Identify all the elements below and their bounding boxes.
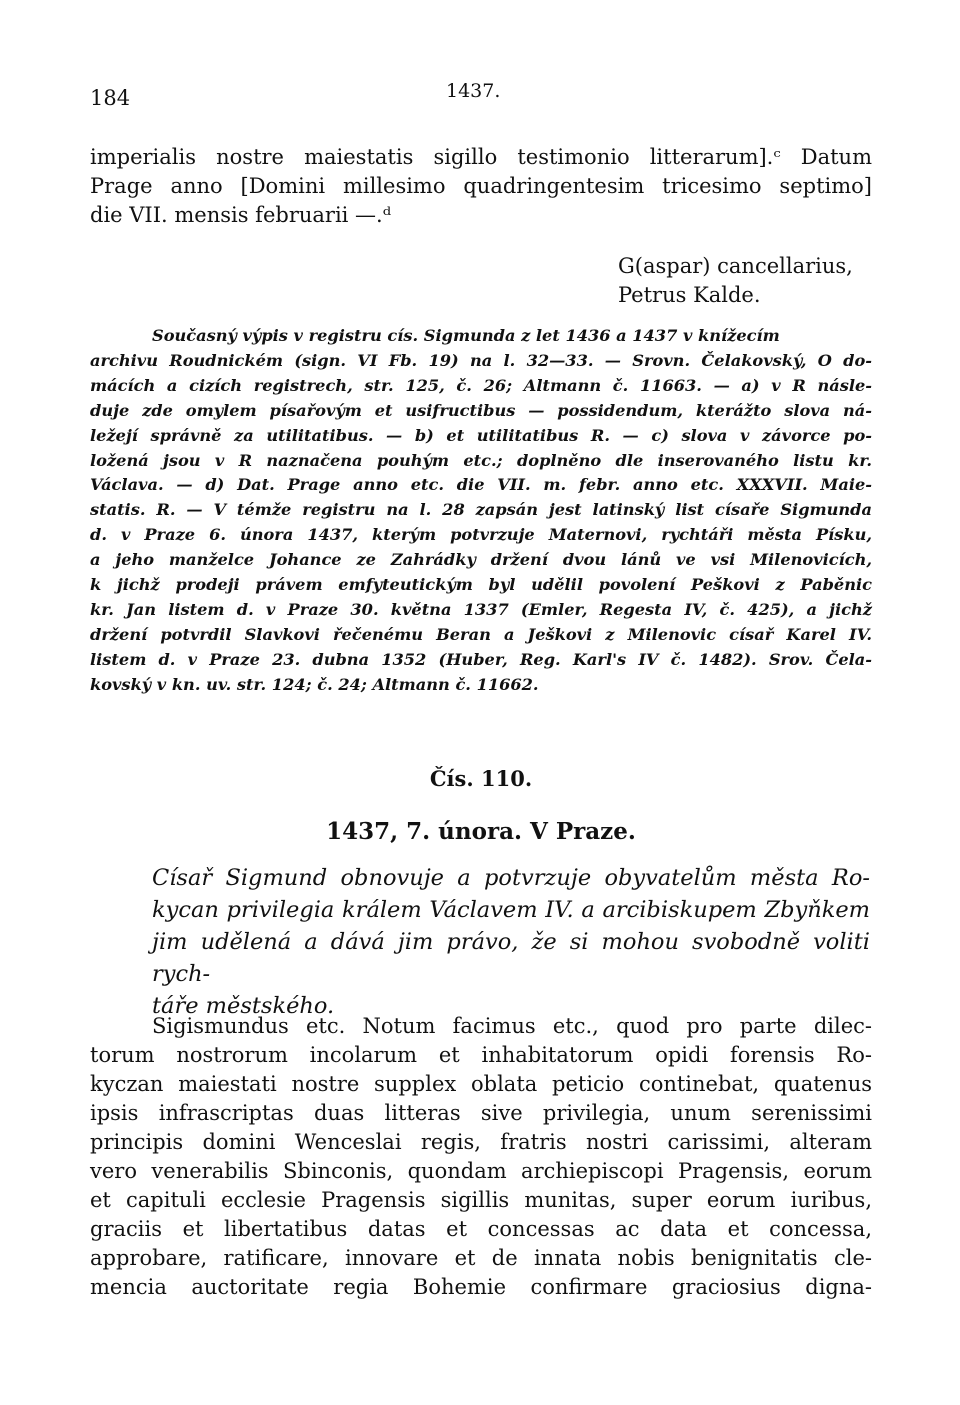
editorial-notes [90, 324, 872, 698]
note-line: Současný výpis v registru cís. Sigmunda z let 1436 a 1437 v knížecím [152, 326, 780, 345]
note-line: kovský v kn. uv. str. 124; č. 24; Altmann č. 11662. [90, 674, 539, 694]
document-summary [152, 862, 870, 1022]
body-line: et capituli ecclesie Pragensis sigillis munitas, super eorum iuribus, [90, 1188, 872, 1212]
continued-document-text [90, 143, 872, 230]
note-line: statis. R. — V témže registru na l. 28 zapsán jest latinský list císaře Sigmunda [90, 500, 872, 520]
text-line: die VII. mensis februarii —.ᵈ [90, 203, 392, 227]
body-line: graciis et libertatibus datas et concessas ac data et concessa, [90, 1217, 872, 1241]
document-date: 1437, 7. února. V Praze. [326, 818, 636, 845]
body-line: ipsis infrascriptas duas litteras sive privilegia, unum serenissimi [90, 1101, 872, 1125]
text-line: imperialis nostre maiestatis sigillo testimonio litterarum].ᶜ Datum [90, 145, 872, 169]
document-number: Čís. 110. [429, 766, 533, 791]
document-body-text [90, 1012, 872, 1302]
page-header [90, 80, 872, 110]
note-line: kr. Jan listem d. v Praze 30. května 1337 (Emler, Regesta IV, č. 425), a jichž [90, 599, 872, 619]
signature-line: G(aspar) cancellarius, [618, 254, 853, 278]
summary-line: táře městského. [152, 993, 335, 1019]
summary-line: kycan privilegia králem Václavem IV. a arcibiskupem Zbyňkem [152, 897, 870, 923]
signature-block [618, 252, 853, 310]
summary-line: jim udělená a dává jim právo, že si mohou svobodně voliti rych- [152, 929, 870, 987]
summary-line: Císař Sigmund obnovuje a potvrzuje obyvatelům města Ro- [152, 865, 870, 891]
running-header-year: 1437. [446, 80, 501, 102]
note-line: ležejí správně za utilitatibus. — b) et utilitatibus R. — c) slova v závorce po- [90, 425, 872, 445]
body-line: principis domini Wenceslai regis, fratris nostri carissimi, alteram [90, 1130, 872, 1154]
note-line: archivu Roudnickém (sign. VI Fb. 19) na l. 32—33. — Srovn. Čelakovský, O do- [90, 350, 872, 370]
note-line: k jichž prodeji právem emfyteutickým byl udělil povolení Peškovi z Paběnic [90, 575, 872, 595]
note-line: listem d. v Praze 23. dubna 1352 (Huber, Reg. Karl's IV č. 1482). Srov. Čela- [90, 649, 872, 669]
page-number: 184 [90, 86, 131, 110]
note-line: a jeho manželce Johance ze Zahrádky držení dvou lánů ve vsi Milenovicích, [90, 550, 872, 570]
body-line: torum nostrorum incolarum et inhabitatorum opidi forensis Ro- [90, 1043, 872, 1067]
body-line: mencia auctoritate regia Bohemie confirmare graciosius digna- [90, 1275, 872, 1299]
body-line: vero venerabilis Sbinconis, quondam archiepiscopi Pragensis, eorum [90, 1159, 872, 1183]
note-line: ložená jsou v R naznačena pouhým etc.; doplněno dle inserovaného listu kr. [90, 450, 872, 470]
note-line: mácích a cizích registrech, str. 125, č. 26; Altmann č. 11663. — a) v R násle- [90, 375, 872, 395]
note-line: Václava. — d) Dat. Prage anno etc. die VII. m. febr. anno etc. XXXVII. Maie- [90, 475, 872, 495]
body-line: kyczan maiestati nostre supplex oblata peticio continebat, quatenus [90, 1072, 872, 1096]
signature-line: Petrus Kalde. [618, 283, 761, 307]
note-line: držení potvrdil Slavkovi řečenému Beran a Ješkovi z Milenovic císař Karel IV. [90, 624, 872, 644]
note-line: d. v Praze 6. února 1437, kterým potvrzuje Maternovi, rychtáři města Písku, [90, 525, 872, 545]
body-line: Sigismundus etc. Notum facimus etc., quod pro parte dilec- [152, 1014, 872, 1038]
body-line: approbare, ratificare, innovare et de innata nobis benignitatis cle- [90, 1246, 872, 1270]
text-line: Prage anno [Domini millesimo quadringentesim tricesimo septimo] [90, 174, 872, 198]
note-line: duje zde omylem písařovým et usifructibus — possidendum, kterážto slova ná- [90, 400, 872, 420]
